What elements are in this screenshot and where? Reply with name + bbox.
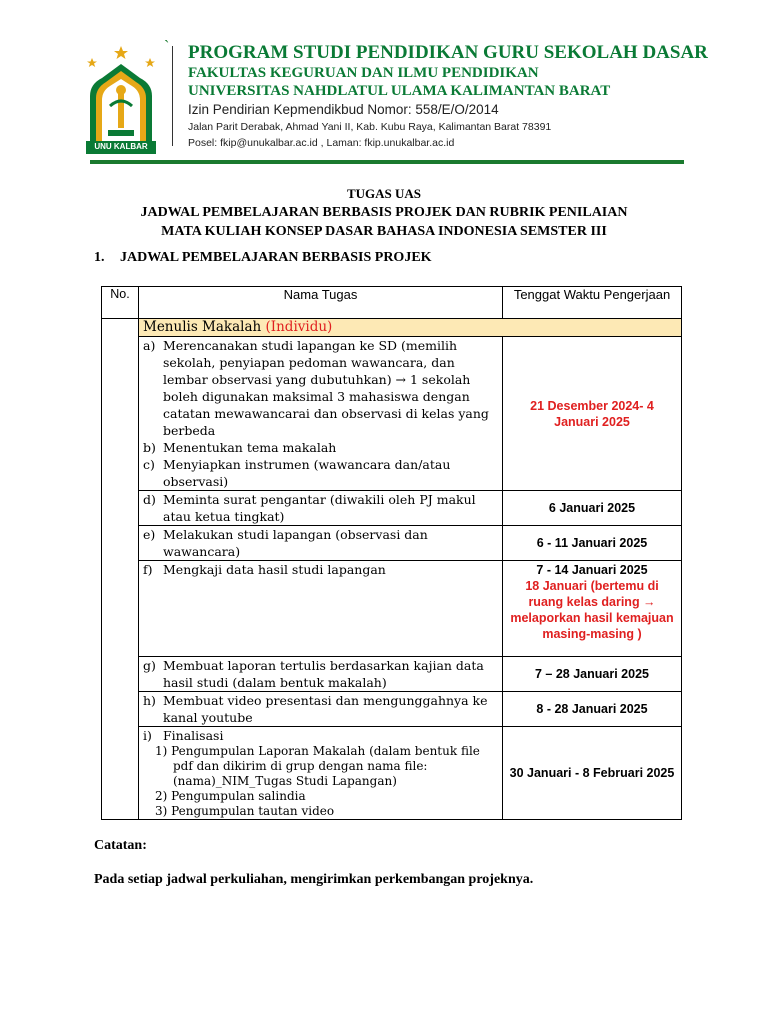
item-text: Meminta surat pengantar (diwakili oleh PJ makul atau ketua tingkat) [163,492,476,524]
task-cell [139,337,503,491]
decorative-mark: ` [164,38,170,55]
item-label: h) [143,693,156,708]
program-name: PROGRAM STUDI PENDIDIKAN GURU SEKOLAH DASAR [188,42,708,63]
notes-heading: Catatan: [94,838,147,853]
letterhead-text [188,42,748,151]
final-step: pdf dan dikirim di grup dengan nama file: [173,759,428,773]
letterhead-divider [172,46,173,146]
faculty-name: FAKULTAS KEGURUAN DAN ILMU PENDIDIKAN [188,65,539,81]
due-cell [503,561,682,657]
due-cell: 8 - 28 Januari 2025 [503,692,682,727]
title-line-1: TUGAS UAS [346,186,422,201]
logo-caption: UNU KALBAR [94,142,148,151]
table-row-final [102,727,682,820]
item-text: Menyiapkan instrumen (wawancara dan/atau observasi) [163,457,451,489]
table-row [102,491,682,526]
table-row [102,526,682,561]
final-step: 1) Pengumpulan Laporan Makalah (dalam bentuk file [155,744,480,758]
item-label: c) [143,457,155,472]
table-row [102,657,682,692]
item-label: i) [143,728,152,743]
item-text: Membuat laporan tertulis berdasarkan kajian data hasil studi (dalam bentuk makalah) [163,658,484,690]
due-cell: 6 - 11 Januari 2025 [503,526,682,561]
table-header-row [102,287,682,319]
due-date: 7 - 14 Januari 2025 [536,563,648,577]
item-label: b) [143,440,156,455]
section-number: 1. [94,250,105,265]
task-cell [139,692,503,727]
table-row [102,561,682,657]
task-cell [139,526,503,561]
item-text: Menentukan tema makalah [163,440,337,455]
university-name: UNIVERSITAS NAHDLATUL ULAMA KALIMANTAN BARAT [188,83,611,99]
notes-text: Pada setiap jadwal perkuliahan, mengirimkan perkembangan projeknya. [94,872,534,887]
item-text: Membuat video presentasi dan mengunggahnya ke kanal youtube [163,693,488,725]
task-cell [139,491,503,526]
header-due: Tenggat Waktu Pengerjaan [503,287,682,319]
group-row [102,319,682,337]
due-cell: 7 – 28 Januari 2025 [503,657,682,692]
task-cell [139,657,503,692]
title-line-3: MATA KULIAH KONSEP DASAR BAHASA INDONESIA SEMSTER III [161,224,607,239]
final-step: 3) Pengumpulan tautan video [155,804,335,818]
permit-number: Izin Pendirian Kepmendikbud Nomor: 558/E/O/2014 [188,102,499,117]
section-heading [94,250,432,266]
group-mode: (Individu) [265,319,333,335]
final-step: 2) Pengumpulan salindia [155,789,306,803]
header-task: Nama Tugas [139,287,503,319]
letterhead-rule [90,160,684,164]
contact: Posel: fkip@unukalbar.ac.id , Laman: fkip.unukalbar.ac.id [188,137,455,149]
section-title: JADWAL PEMBELAJARAN BERBASIS PROJEK [120,250,432,265]
item-label: d) [143,492,156,507]
item-label: a) [143,338,156,353]
university-logo [82,44,160,156]
table-row [102,692,682,727]
group-title-text: Menulis Makalah [143,319,262,335]
due-note: 18 Januari (bertemu di ruang kelas daring → melaporkan hasil kemajuan masing-masing ) [510,579,674,641]
header-no: No. [102,287,139,319]
task-cell [139,727,503,820]
item-text: Melakukan studi lapangan (observasi dan wawancara) [163,527,428,559]
group-title [139,319,682,337]
final-steps [143,744,498,819]
no-cell [102,319,139,820]
due-cell: 30 Januari - 8 Februari 2025 [503,727,682,820]
item-text: Merencanakan studi lapangan ke SD (memilih sekolah, penyiapan pedoman wawancara, dan lembar observasi yang dubutuhkan) → 1 sekolah boleh digunakan maksimal 3 mahasiswa dengan catatan mewawancarai dan observasi di kelas yang berbeda [163,338,489,438]
notes [94,838,533,888]
final-step: (nama)_NIM_Tugas Studi Lapangan) [173,774,397,788]
document-titles [0,184,768,241]
item-label: e) [143,527,156,542]
address: Jalan Parit Derabak, Ahmad Yani II, Kab. Kubu Raya, Kalimantan Barat 78391 [188,121,552,133]
item-label: f) [143,562,153,577]
due-cell: 21 Desember 2024- 4 Januari 2025 [503,337,682,491]
item-label: g) [143,658,156,673]
item-text: Finalisasi [163,728,224,743]
item-text: Mengkaji data hasil studi lapangan [163,562,386,577]
table-row [102,337,682,491]
schedule-table [101,286,682,820]
title-line-2: JADWAL PEMBELAJARAN BERBASIS PROJEK DAN RUBRIK PENILAIAN [140,205,628,220]
task-cell [139,561,503,657]
due-cell: 6 Januari 2025 [503,491,682,526]
